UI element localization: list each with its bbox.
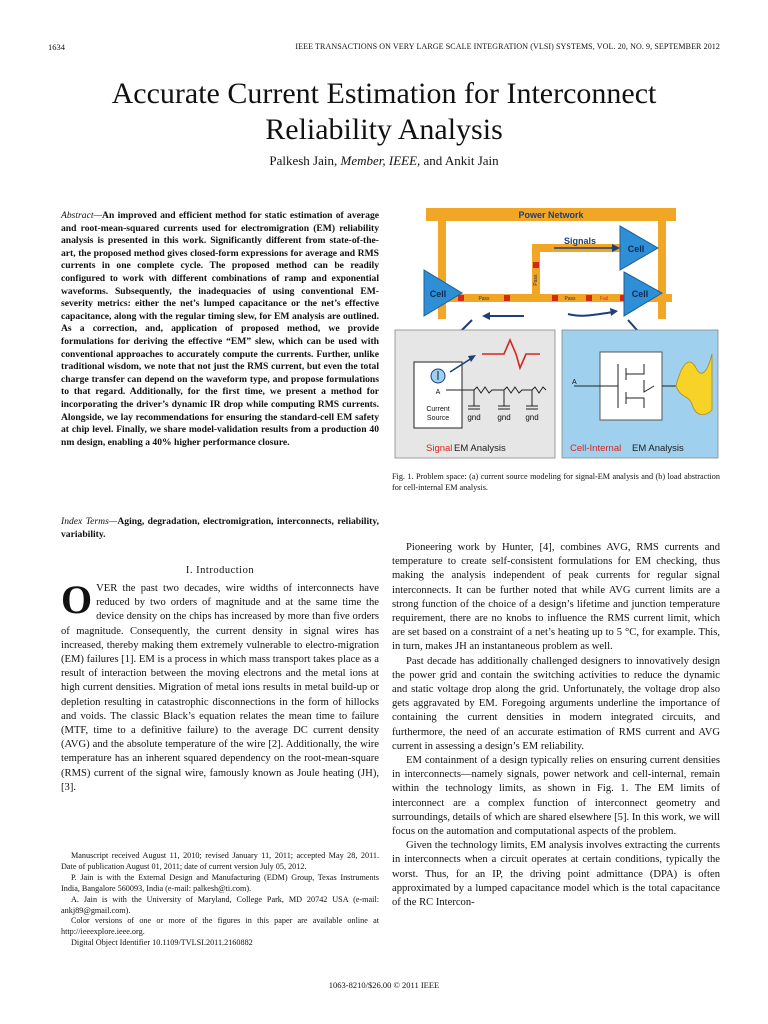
pass-vertical-label: Pass [533, 274, 539, 286]
paragraph: Past decade has additionally challenged designers to innovatively design the power grid and contain the switching activities to reduce the dynamic and static voltage drop along the grid. Unfortunately, the voltage drop also gets aggravated by EM. Foregoing arguments underline the importance of containing the current densities in modern integrated circuits, and furthermore, the need of an accurate estimation of RMS current and AVG current in assessing a design’s EM reliability. [392, 655, 720, 752]
paragraph: Given the technology limits, EM analysis involves extracting the currents in interconnects when a circuit operates at certain conditions, typically the worst. Thus, for an IP, the driving point admittance (DPA) is often approximated by a lumped capacitance model which is the total capacitance of the RC Intercon- [392, 840, 720, 909]
fail-label: Fail [599, 296, 609, 302]
signal-wire-vertical [532, 244, 540, 302]
footnote: A. Jain is with the University of Maryland, College Park, MD 20742 USA (e-mail: ankj89@gmail.com). [61, 894, 379, 915]
abstract [61, 210, 379, 449]
drop-cap: O [61, 577, 93, 622]
gnd-label: gnd [467, 413, 481, 422]
rightward-arrow-head [610, 308, 618, 316]
footnote: Color versions of one or more of the figures in this paper are available online at http://ieeexplore.ieee.org. [61, 916, 379, 937]
cell-internal-label-rest: EM Analysis [632, 443, 684, 454]
author-first: Palkesh Jain, [269, 153, 338, 168]
footnote: P. Jain is with the External Design and Manufacturing (EDM) Group, Texas Instruments India, Bangalore 560093, India (e-mail: palkesh@ti.com). [61, 872, 379, 893]
paragraph: Pioneering work by Hunter, [4], combines AVG, RMS currents and temperature to create self-consistent formulations for EM checking, thus making the analysis independent of peak currents for regular signal interconnects. It can be further noted that while AVG current limits are a strong function of the choice of a design’s lifetime and junction temperature requirement, there are no knobs to influence the RMS current limit, which are set based on a constraint of a net’s heating up to 5 °C, for example. This, in turn, makes JH an instantaneous problem as well. [392, 542, 720, 653]
cell-right-label: Cell [631, 289, 649, 299]
pass-marker [504, 295, 510, 301]
figure-1 [392, 204, 722, 464]
source-current-label: Current [426, 406, 450, 413]
author-conj: and [423, 153, 443, 168]
cell-top-label: Cell [627, 244, 645, 254]
author-role: Member, IEEE, [340, 153, 421, 168]
index-terms-text: Aging, degradation, electromigration, interconnects, reliability, variability. [61, 516, 379, 540]
cell-input-a-label: A [572, 379, 577, 386]
pass-label: Pass [564, 296, 576, 302]
footnotes [61, 851, 379, 949]
pass-marker [552, 295, 558, 301]
index-terms-lead: Index Terms— [61, 516, 118, 527]
page-number: 1634 [48, 42, 65, 52]
right-column-text [392, 541, 720, 910]
signal-em-label-word: Signal [426, 443, 453, 454]
fail-marker [586, 295, 592, 301]
journal-header: IEEE TRANSACTIONS ON VERY LARGE SCALE INTEGRATION (VLSI) SYSTEMS, VOL. 20, NO. 9, SEPTEMBER 2012 [295, 42, 720, 51]
pass-marker [458, 295, 464, 301]
pass-label: Pass [478, 296, 490, 302]
gnd-label: gnd [497, 413, 511, 422]
rightward-arrow [568, 312, 614, 316]
abstract-lead: Abstract— [61, 210, 103, 221]
author-second: Ankit Jain [444, 153, 499, 168]
leftward-arrow-head [482, 312, 490, 320]
section-heading: I. Introduction [185, 565, 255, 576]
gnd-label: gnd [525, 413, 539, 422]
index-terms [61, 516, 379, 541]
power-strap-right [658, 221, 666, 319]
pass-marker [533, 262, 539, 268]
signals-label: Signals [563, 236, 597, 246]
cell-left-label: Cell [429, 289, 447, 299]
source-a-label: A [435, 389, 441, 396]
footnote: Manuscript received August 11, 2010; revised January 11, 2011; accepted May 28, 2011. Date of publication August 01, 2011; date of current version July 05, 2012. [61, 851, 379, 871]
authors [60, 153, 708, 169]
footnote: Digital Object Identifier 10.1109/TVLSI.2011.2160882 [71, 938, 253, 948]
signal-em-label-rest: EM Analysis [454, 443, 506, 454]
paper-title: Accurate Current Estimation for Interconnect Reliability Analysis [111, 77, 657, 146]
source-source-label: Source [426, 415, 450, 422]
abstract-text: An improved and efficient method for static estimation of average and root-mean-squared currents used for electromigration (EM) reliability analysis is presented in this work. Significantly different from state-of-the-art, the proposed method gives closed-form expressions for average and RMS currents in one complete cycle. The proposed method can be readily configured to work with different combinations of ramp and exponential waveforms. Subsequently, the inadequacies of using conventional EM-severity metrics: either the net’s lumped capacitance or the net’s effective capacitance, along with the regular timing slew, for EM analysis are outlined. As a correction, and, application of proposed method, we provide formulations for deriving the effective “EM” slew, which can be used with conventional approaches to accurately compute the currents. Further, unlike traditional wisdom, we note that not just the RMS current, but even the total charge transfer can depend on the waveform type, and propose formulations to that regard. Additionally, for the first time, we present a method for incorporating the driver’s dynamic IR drop while computing RMS currents. Alongside, we lay recommendations for ensuring the standard-cell EM safety at chip level. Finally, we share model-validation results from a production 40 nm design, enabling a 40% higher performance closure. [61, 210, 379, 448]
power-network-label: Power Network [518, 210, 584, 220]
paragraph: EM containment of a design typically relies on ensuring current densities in interconnects—namely signals, power network and cell-internal, remain within the technology limits, as shown in Fig. 1. The EM limits of interconnect are a complex function of interconnect geometry and surroundings, details of which are shared elsewhere [5]. In this work, we will focus on the automation and computational aspects of the problem. [392, 755, 720, 838]
figure-caption: Fig. 1. Problem space: (a) current source modeling for signal-EM analysis and (b) load abstraction for cell-internal EM analysis. [392, 472, 720, 492]
introduction-text [61, 577, 379, 795]
cell-internal-label-word: Cell-Internal [570, 443, 622, 454]
copyright-footer: 1063-8210/$26.00 © 2011 IEEE [328, 980, 440, 990]
intro-body: VER the past two decades, wire widths of interconnects have reduced by two orders of magnitude and at the same time the device density on the chips has increased by more than five orders of magnitude. Consequently, the current density in signal wires has increased, thereby making them extremely vulnerable to electro-migration (EM) failures [1]. EM is a process in which mass transport takes place as a result of interaction between the moving electrons and the metal ions at high current densities. Migration of metal ions results in metal build-up or depletion resulting in catastrophic disconnections in the form of hillocks and voids. The classic Black’s equation relates the mean time to failure (MTF, time to a definitive failure) to the average DC current density (AVG) and the absolute temperature of the wire [2]. Additionally, the wire temperature has an inherent squared dependency on the root-mean-square (RMS) current of the signal wire, famously known as Joule heating (JH), [3]. [61, 583, 379, 793]
